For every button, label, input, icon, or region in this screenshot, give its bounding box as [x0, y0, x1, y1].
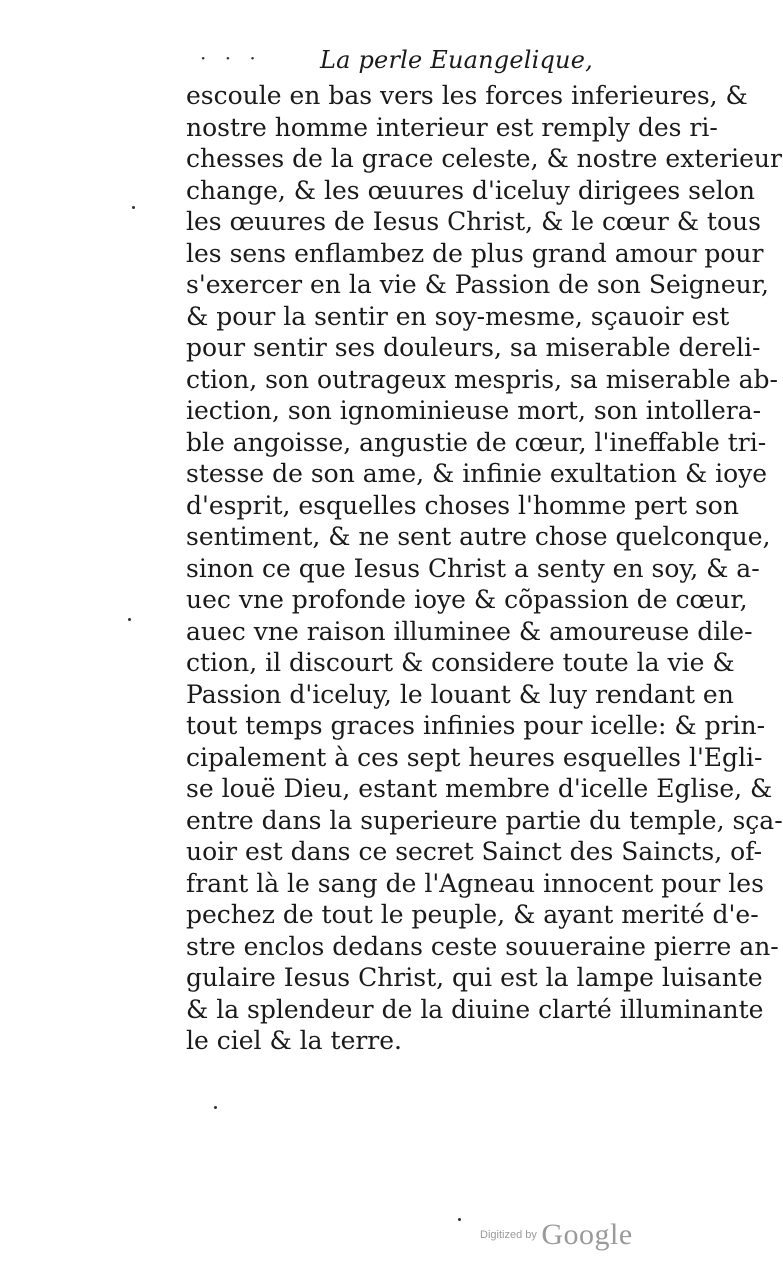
text-line: d'esprit, esquelles choses l'homme pert son: [186, 490, 739, 520]
text-line: sinon ce que Iesus Christ a senty en soy, & a-: [186, 553, 760, 583]
text-line: escoule en bas vers les forces inferieures, &: [186, 81, 748, 110]
page-body-text: [186, 80, 783, 1057]
scan-speck: [132, 206, 135, 209]
text-line: iection, son ignominieuse mort, son intollera-: [186, 396, 762, 425]
text-line: les sens enflambez de plus grand amour pour: [186, 238, 764, 268]
text-line: stesse de son ame, & infinie exultation & ioye: [186, 459, 768, 488]
text-line: nostre homme interieur est remply des ri-: [186, 112, 718, 142]
text-line: tout temps graces infinies pour icelle: & prin-: [186, 711, 766, 740]
text-line: chesses de la grace celeste, & nostre exterieur: [186, 144, 782, 173]
text-line: ble angoisse, angustie de cœur, l'ineffable tri-: [186, 427, 767, 457]
text-line: frant là le sang de l'Agneau innocent pour les: [186, 868, 764, 898]
text-line: uoir est dans ce secret Sainct des Saincts, of-: [186, 837, 763, 866]
text-line: & la splendeur de la diuine clarté illuminante: [186, 994, 764, 1024]
scan-speck: [458, 1218, 461, 1221]
text-line: & pour la sentir en soy-mesme, sçauoir est: [186, 301, 730, 331]
text-line: s'exercer en la vie & Passion de son Seigneur,: [186, 270, 769, 299]
text-line: stre enclos dedans ceste souueraine pierre an-: [186, 931, 779, 961]
text-line: uec vne profonde ioye & cõpassion de cœur,: [186, 585, 748, 614]
text-line: ction, il discourt & considere toute la vie &: [186, 648, 735, 677]
text-line-last: le ciel & la terre.: [186, 1026, 403, 1055]
text-line: gulaire Iesus Christ, qui est la lampe luisante: [186, 963, 763, 992]
scan-speck: [128, 618, 131, 621]
watermark-prefix: Digitized by: [480, 1229, 537, 1241]
text-line: cipalement à ces sept heures esquelles l'Egli-: [186, 742, 763, 772]
digitized-by-google-watermark: [480, 1218, 633, 1252]
text-line: auec vne raison illuminee & amoureuse dile-: [186, 616, 753, 646]
text-line: pechez de tout le peuple, & ayant merité d'e-: [186, 900, 759, 929]
text-line: change, & les œuures d'iceluy dirigees selon: [186, 175, 755, 205]
text-line: pour sentir ses douleurs, sa miserable dereli-: [186, 333, 761, 362]
text-line: Passion d'iceluy, le louant & luy rendant en: [186, 679, 734, 709]
text-line: entre dans la superieure partie du temple, sça-: [186, 805, 783, 835]
running-head: La perle Euangelique,: [320, 46, 593, 74]
header-marks: · · ·: [200, 46, 262, 70]
google-logo: Google: [541, 1218, 633, 1251]
scan-speck: [214, 1106, 217, 1109]
text-line: sentiment, & ne sent autre chose quelconque,: [186, 522, 771, 551]
text-line: ction, son outrageux mespris, sa miserable ab-: [186, 364, 778, 394]
text-line: les œuures de Iesus Christ, & le cœur & tous: [186, 207, 761, 236]
text-line: se louë Dieu, estant membre d'icelle Eglise, &: [186, 774, 773, 803]
